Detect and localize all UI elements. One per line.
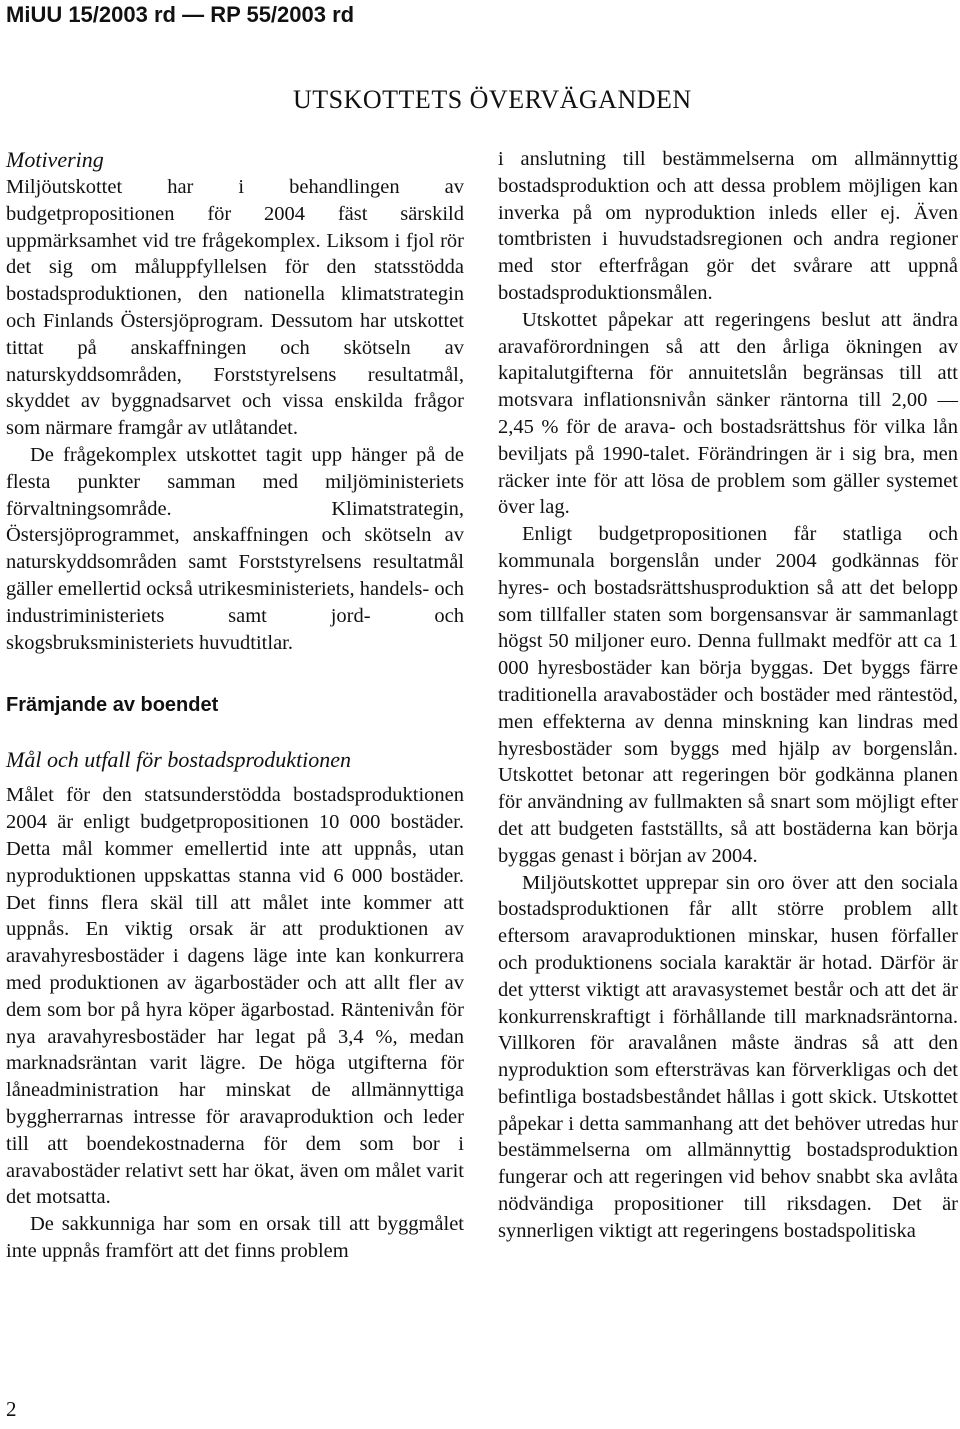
paragraph: i anslutning till bestämmelserna om allmännyttig bostadsproduktion och att dessa problem möjligen kan inverka på om nyproduktion inleds eller ej. Även tomtbristen i huvudstadsregionen och andra regioner med stor efterfrågan gör det svårare att uppnå bostadsproduktionsmålen.	[498, 148, 958, 304]
paragraph: De sakkunniga har som en orsak till att byggmålet inte uppnås framfört att det finns problem	[6, 1213, 464, 1262]
paragraph: Målet för den statsunderstödda bostadsproduktionen 2004 är enligt budgetpropositionen 10 000 bostäder. Detta mål kommer emellertid inte att uppnås, utan nyproduktionen uppskattas stanna vid 6 000 bostäder. Det finns flera skäl till att målet inte kommer att uppnås. En viktig orsak är att produktionen av aravahyresbostäder i dagens läge inte kan konkurrera med produktionen av ägarbostäder och att allt fler av dem som bor på hyra köper ägarbostad. Räntenivån för nya aravahyresbostäder har legat på 3,4 %, medan marknadsräntan varit lägre. De höga utgifterna för låneadministration har minskat de allmännyttiga byggherrarnas intresse för aravaproduktion och leder till att boendekostnaderna för dem som bor i aravabostäder relativt sett har ökat, även om målet varit det motsatta.	[6, 784, 464, 1209]
paragraph: Miljöutskottet har i behandlingen av budgetpropositionen för 2004 fäst särskild uppmärksamhet vid tre frågekomplex. Liksom i fjol rör det sig om måluppfyllelsen för den statsstödda bostadsproduktionen, den nationella klimatstrategin och Finlands Östersjöprogram. Dessutom har utskottet tittat på anskaffningen och skötseln av naturskyddsområden, Forststyrelsens resultatmål, skyddet av byggnadsarvet och vissa enskilda frågor som närmare framgår av utlåtandet.	[6, 176, 464, 440]
running-head: MiUU 15/2003 rd — RP 55/2003 rd	[6, 2, 355, 27]
paragraph: Enligt budgetpropositionen får statliga och kommunala borgenslån under 2004 godkännas för hyres- och bostadsrättshusproduktion så att det belopp som tillfaller staten som borgensansvar är sammanlagt högst 50 miljoner euro. Denna fullmakt medför att ca 1 000 hyresbostäder kan börja byggas. Det byggs färre traditionella aravabostäder och bostäder med räntestöd, men effekterna av denna minskning kan lindras med hyresbostäder som byggs med hjälp av borgenslån. Utskottet betonar att regeringen bör godkänna planen för användning av fullmakten så snart som möjligt efter det att budgeten fastställts, så att bostäderna kan börja byggas genast i början av 2004.	[498, 523, 958, 867]
paragraph: De frågekomplex utskottet tagit upp hänger på de flesta punkter samman med miljöministeriets förvaltningsområde. Klimatstrategin, Östersjöprogrammet, anskaffningen och skötseln av naturskyddsområden samt Forststyrelsens resultatmål gäller emellertid också utrikesministeriets, handels- och industriministeriets samt jord- och skogsbruksministeriets huvudtitlar.	[6, 443, 464, 654]
right-column	[498, 146, 958, 1245]
section-title: UTSKOTTETS ÖVERVÄGANDEN	[293, 85, 692, 114]
left-column	[6, 146, 464, 1265]
motivering-heading: Motivering	[6, 147, 104, 172]
page-number: 2	[6, 1397, 17, 1421]
paragraph: Utskottet påpekar att regeringens beslut att ändra aravaförordningen så att den årliga ökningen av kapitalutgifterna för annuitetslån begränsas till att motsvara inflationsnivån sänker räntorna till 2,00 —2,45 % för de arava- och bostadsrättshus för vilka lån beviljats på 1990-talet. Förändringen är i sig bra, men räcker inte för att lösa de problem som gäller systemet över lag.	[498, 308, 958, 519]
paragraph: Miljöutskottet upprepar sin oro över att den sociala bostadsproduktionen får allt större problem allt eftersom aravaproduktionen minskar, husen förfaller och produktionens sociala karaktär är hotad. Därför är det ytterst viktigt att aravasystemet består och att det är konkurrenskraftigt i förhållande till marknadsräntorna. Villkoren för aravalånen måste ändras så att den nyproduktion som eftersträvas kan förverkligas och det befintliga bostadsbeståndet hållas i gott skick. Utskottet påpekar i detta sammanhang att det behöver utredas hur bestämmelserna om allmännyttig bostadsproduktion fungerar och att regeringen vid behov snabbt ska avlåta nödvändiga propositioner till riksdagen. Det är synnerligen viktigt att regeringens bostadspolitiska	[498, 871, 958, 1242]
subsection-heading: Mål och utfall för bostadsproduktionen	[6, 747, 352, 773]
section-heading: Främjande av boendet	[6, 694, 219, 717]
